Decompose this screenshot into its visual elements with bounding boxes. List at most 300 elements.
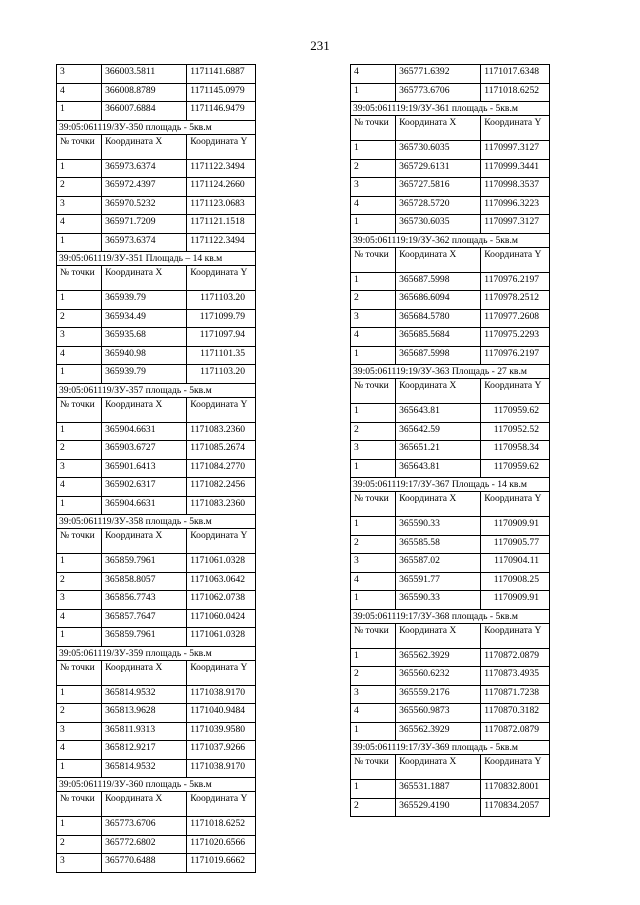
coordinate-x: 365811.9313 [102,722,187,741]
coordinate-y: 1171040.9484 [187,704,256,723]
point-number: 2 [351,798,396,817]
table-row [351,83,550,102]
left-coordinate-column [56,64,256,873]
table-row [351,704,550,723]
point-number: 4 [57,83,102,102]
table-row [57,478,256,497]
point-number: 1 [57,554,102,573]
coordinate-y-header: Координата Y [187,792,256,817]
coordinate-x: 365901.6413 [102,459,187,478]
point-number: 3 [57,196,102,215]
table-row [57,328,256,347]
coordinate-x: 366003.5811 [102,65,187,84]
coordinate-x: 365904.6631 [102,422,187,441]
coordinate-y: 1170996.3223 [481,196,550,215]
point-number: 2 [351,422,396,441]
table-header-row [351,623,550,648]
coordinate-x: 365772.6802 [102,835,187,854]
table-row [351,459,550,478]
coordinate-y: 1171083.2360 [187,422,256,441]
coordinate-y: 1171018.6252 [187,817,256,836]
point-number: 3 [351,685,396,704]
coordinate-x: 365730.6035 [396,141,481,160]
point-number: 4 [57,478,102,497]
coordinate-x: 365773.6706 [396,83,481,102]
point-number: 2 [351,159,396,178]
coordinate-x: 365858.8057 [102,572,187,591]
coordinate-x-header: Координата X [102,792,187,817]
table-row [351,798,550,817]
coordinate-x: 365935.68 [102,328,187,347]
coordinate-y: 1171039.9580 [187,722,256,741]
coordinate-x: 365727.5816 [396,178,481,197]
coordinate-x-header: Координата X [102,134,187,159]
coordinate-x: 365587.02 [396,554,481,573]
table-row [57,854,256,873]
coordinate-x: 365770.6488 [102,854,187,873]
point-number: 1 [351,141,396,160]
coordinate-y-header: Координата Y [187,134,256,159]
coordinate-y-header: Координата Y [481,116,550,141]
coordinate-y: 1171063.0642 [187,572,256,591]
coordinate-x-header: Координата X [396,116,481,141]
point-number: 1 [351,459,396,478]
coordinate-y: 1171145.0979 [187,83,256,102]
coordinate-x: 365591.77 [396,572,481,591]
parcel-title: 39:05:061119/ЗУ-351 Площадь – 14 кв.м [57,252,256,266]
table-row [351,780,550,799]
parcel-title-row [57,515,256,529]
point-number: 4 [57,215,102,234]
table-row [351,196,550,215]
table-header-row [351,755,550,780]
right-coordinate-column [350,64,550,817]
coordinate-x-header: Координата X [396,755,481,780]
point-number: 1 [57,291,102,310]
table-row [351,722,550,741]
coordinate-y: 1170997.3127 [481,215,550,234]
coordinate-x: 365651.21 [396,441,481,460]
point-number: 1 [351,517,396,536]
coordinate-x: 365939.79 [102,291,187,310]
table-row [351,272,550,291]
coordinate-y: 1170909.91 [481,517,550,536]
coordinate-x: 366008.8789 [102,83,187,102]
coordinate-x: 365814.9532 [102,759,187,778]
table-row [57,704,256,723]
coordinate-x: 365585.58 [396,535,481,554]
point-number: 4 [57,609,102,628]
table-header-row [57,134,256,159]
point-number: 1 [57,159,102,178]
table-row [57,422,256,441]
coordinate-y: 1170997.3127 [481,141,550,160]
point-number-header: № точки [57,397,102,422]
coordinate-y: 1170834.2057 [481,798,550,817]
table-row [57,572,256,591]
table-header-row [351,492,550,517]
table-row [57,741,256,760]
coordinate-y: 1171146.9479 [187,102,256,121]
coordinate-x: 365902.6317 [102,478,187,497]
point-number: 1 [57,233,102,252]
table-row [351,328,550,347]
table-row [57,817,256,836]
table-row [57,346,256,365]
point-number: 1 [351,722,396,741]
table-header-row [351,247,550,272]
coordinate-y: 1171103.20 [187,291,256,310]
point-number-header: № точки [351,247,396,272]
point-number: 2 [57,835,102,854]
point-number: 2 [351,291,396,310]
point-number: 1 [57,817,102,836]
coordinate-x: 365562.3929 [396,648,481,667]
point-number: 3 [57,722,102,741]
coordinate-y: 1170958.34 [481,441,550,460]
coordinate-y: 1170909.91 [481,591,550,610]
point-number: 2 [351,535,396,554]
table-row [351,648,550,667]
coordinate-x: 366007.6884 [102,102,187,121]
coordinate-y: 1170952.52 [481,422,550,441]
coordinate-y: 1170873.4935 [481,667,550,686]
point-number-header: № точки [57,660,102,685]
table-header-row [351,116,550,141]
coordinate-y: 1170870.3182 [481,704,550,723]
table-row [351,159,550,178]
coordinate-y: 1171141.6887 [187,65,256,84]
coordinate-y: 1170975.2293 [481,328,550,347]
table-row [57,835,256,854]
point-number: 1 [57,102,102,121]
coordinate-y: 1171084.2770 [187,459,256,478]
coordinate-y: 1171019.6662 [187,854,256,873]
table-row [351,309,550,328]
coordinate-x: 365813.9628 [102,704,187,723]
table-row [351,517,550,536]
coordinate-y: 1170959.62 [481,459,550,478]
coordinate-y-header: Координата Y [187,529,256,554]
coordinate-x: 365590.33 [396,591,481,610]
page-number: 231 [310,38,330,53]
coordinate-y: 1171103.20 [187,365,256,384]
coordinate-x: 365773.6706 [102,817,187,836]
coordinate-x: 365642.59 [396,422,481,441]
table-row [57,591,256,610]
point-number: 2 [57,704,102,723]
coordinate-x: 365686.6094 [396,291,481,310]
table-row [57,722,256,741]
coordinate-x: 365903.6727 [102,441,187,460]
point-number: 4 [351,196,396,215]
coordinate-x: 365973.6374 [102,159,187,178]
point-number: 1 [57,496,102,515]
coordinate-x: 365814.9532 [102,685,187,704]
coordinate-y: 1171121.1518 [187,215,256,234]
point-number: 1 [351,648,396,667]
coordinate-y: 1171017.6348 [481,65,550,84]
coordinate-x: 365859.7961 [102,554,187,573]
table-row [351,422,550,441]
table-row [57,196,256,215]
coordinate-x: 365973.6374 [102,233,187,252]
coordinate-x: 365970.5232 [102,196,187,215]
coordinate-x: 365590.33 [396,517,481,536]
coordinate-y: 1171097.94 [187,328,256,347]
coordinate-y: 1171124.2660 [187,178,256,197]
table-row [57,233,256,252]
table-row [351,591,550,610]
point-number: 3 [57,65,102,84]
coordinate-y: 1171122.3494 [187,159,256,178]
point-number: 3 [351,309,396,328]
table-row [57,441,256,460]
point-number: 2 [57,572,102,591]
coordinate-x: 365560.9873 [396,704,481,723]
point-number-header: № точки [57,529,102,554]
coordinate-y: 1170832.8001 [481,780,550,799]
coordinate-x: 365771.6392 [396,65,481,84]
point-number-header: № точки [351,755,396,780]
coordinate-x: 365531.1887 [396,780,481,799]
parcel-title-row [351,741,550,755]
point-number: 3 [351,554,396,573]
coordinate-x: 365687.5998 [396,272,481,291]
point-number: 3 [351,178,396,197]
coordinate-y: 1170872.0879 [481,722,550,741]
coordinate-y: 1171037.9266 [187,741,256,760]
table-row [57,365,256,384]
point-number: 2 [351,667,396,686]
point-number: 1 [57,759,102,778]
coordinate-y: 1170976.2197 [481,346,550,365]
coordinate-y: 1171061.0328 [187,628,256,647]
coordinate-x: 365729.6131 [396,159,481,178]
coordinate-y: 1170978.2512 [481,291,550,310]
coordinate-x: 365857.7647 [102,609,187,628]
coordinate-y: 1171020.6566 [187,835,256,854]
table-header-row [57,397,256,422]
coordinate-y: 1170959.62 [481,404,550,423]
coordinate-y: 1170998.3537 [481,178,550,197]
coordinate-y: 1171038.9170 [187,685,256,704]
table-row [57,759,256,778]
point-number: 3 [57,459,102,478]
coordinate-x: 365934.49 [102,309,187,328]
point-number: 1 [57,685,102,704]
coordinate-x: 365529.4190 [396,798,481,817]
parcel-title-row [57,120,256,134]
coordinate-y-header: Координата Y [187,266,256,291]
coordinate-y: 1171085.2674 [187,441,256,460]
point-number-header: № точки [351,492,396,517]
point-number: 4 [351,328,396,347]
right-coordinate-table [350,64,550,817]
parcel-title-row [351,233,550,247]
parcel-title-row [351,102,550,116]
parcel-title: 39:05:061119/ЗУ-357 площадь - 5кв.м [57,383,256,397]
table-row [351,667,550,686]
coordinate-y: 1171060.0424 [187,609,256,628]
parcel-title: 39:05:061119:17/ЗУ-368 площадь - 5кв.м [351,609,550,623]
table-row [351,215,550,234]
parcel-title-row [351,609,550,623]
parcel-title-row [351,478,550,492]
parcel-title: 39:05:061119:17/ЗУ-367 Площадь - 14 кв.м [351,478,550,492]
table-row [351,65,550,84]
point-number: 4 [57,741,102,760]
coordinate-x: 365643.81 [396,459,481,478]
coordinate-y: 1170908.25 [481,572,550,591]
point-number: 1 [57,628,102,647]
coordinate-y: 1171082.2456 [187,478,256,497]
table-row [351,346,550,365]
table-row [57,496,256,515]
point-number: 1 [351,346,396,365]
coordinate-y-header: Координата Y [481,247,550,272]
parcel-title: 39:05:061119:19/ЗУ-361 площадь - 5кв.м [351,102,550,116]
coordinate-y: 1170977.2608 [481,309,550,328]
table-row [57,83,256,102]
parcel-title: 39:05:061119:19/ЗУ-363 Площадь - 27 кв.м [351,365,550,379]
coordinate-x: 365904.6631 [102,496,187,515]
point-number: 1 [351,215,396,234]
coordinate-x-header: Координата X [102,266,187,291]
coordinate-y: 1171123.0683 [187,196,256,215]
point-number: 1 [351,272,396,291]
table-row [57,102,256,121]
coordinate-y: 1170904.11 [481,554,550,573]
left-coordinate-table [56,64,256,873]
table-row [351,685,550,704]
point-number: 3 [57,591,102,610]
coordinate-x-header: Координата X [102,529,187,554]
table-header-row [57,266,256,291]
point-number: 1 [57,365,102,384]
coordinate-y: 1171122.3494 [187,233,256,252]
point-number: 1 [351,83,396,102]
parcel-title-row [57,778,256,792]
parcel-title-row [351,365,550,379]
coordinate-x: 365684.5780 [396,309,481,328]
table-row [351,572,550,591]
coordinate-y: 1170905.77 [481,535,550,554]
point-number: 1 [351,404,396,423]
coordinate-y-header: Координата Y [187,660,256,685]
coordinate-x: 365560.6232 [396,667,481,686]
table-row [57,459,256,478]
coordinate-x: 365856.7743 [102,591,187,610]
point-number: 4 [351,572,396,591]
coordinate-y: 1171038.9170 [187,759,256,778]
table-row [57,609,256,628]
coordinate-x: 365940.98 [102,346,187,365]
point-number: 1 [351,591,396,610]
point-number: 3 [57,328,102,347]
coordinate-x: 365685.5684 [396,328,481,347]
coordinate-y: 1170871.7238 [481,685,550,704]
parcel-title-row [57,646,256,660]
point-number-header: № точки [57,134,102,159]
parcel-title: 39:05:061119/ЗУ-358 площадь - 5кв.м [57,515,256,529]
coordinate-y-header: Координата Y [481,623,550,648]
point-number: 2 [57,441,102,460]
point-number: 2 [57,309,102,328]
point-number: 2 [57,178,102,197]
parcel-title: 39:05:061119/ЗУ-359 площадь - 5кв.м [57,646,256,660]
coordinate-x: 365687.5998 [396,346,481,365]
parcel-title-row [57,252,256,266]
table-row [351,554,550,573]
coordinate-y-header: Координата Y [481,379,550,404]
coordinate-y: 1171083.2360 [187,496,256,515]
table-row [351,291,550,310]
table-row [57,159,256,178]
coordinate-y: 1170999.3441 [481,159,550,178]
coordinate-y: 1171101.35 [187,346,256,365]
table-row [351,404,550,423]
table-row [57,291,256,310]
table-header-row [57,660,256,685]
point-number: 1 [57,422,102,441]
coordinate-y: 1171062.0738 [187,591,256,610]
coordinate-x: 365971.7209 [102,215,187,234]
coordinate-x: 365730.6035 [396,215,481,234]
point-number: 4 [57,346,102,365]
parcel-title-row [57,383,256,397]
parcel-title: 39:05:061119/ЗУ-360 площадь - 5кв.м [57,778,256,792]
point-number-header: № точки [351,116,396,141]
point-number: 1 [351,780,396,799]
coordinate-x-header: Координата X [396,247,481,272]
coordinate-y-header: Координата Y [481,755,550,780]
coordinate-x-header: Координата X [396,492,481,517]
coordinate-y: 1170872.0879 [481,648,550,667]
table-row [57,628,256,647]
point-number: 4 [351,704,396,723]
point-number: 3 [57,854,102,873]
point-number-header: № точки [351,379,396,404]
coordinate-x-header: Координата X [396,379,481,404]
coordinate-y-header: Координата Y [481,492,550,517]
parcel-title: 39:05:061119:19/ЗУ-362 площадь - 5кв.м [351,233,550,247]
coordinate-x: 365643.81 [396,404,481,423]
point-number-header: № точки [57,266,102,291]
table-row [351,141,550,160]
point-number-header: № точки [57,792,102,817]
point-number-header: № точки [351,623,396,648]
coordinate-y: 1171061.0328 [187,554,256,573]
coordinate-x: 365559.2176 [396,685,481,704]
coordinate-y-header: Координата Y [187,397,256,422]
coordinate-y: 1170976.2197 [481,272,550,291]
coordinate-x: 365562.3929 [396,722,481,741]
table-row [57,215,256,234]
coordinate-x: 365939.79 [102,365,187,384]
coordinate-x-header: Координата X [102,397,187,422]
parcel-title: 39:05:061119/ЗУ-350 площадь - 5кв.м [57,120,256,134]
coordinate-y: 1171018.6252 [481,83,550,102]
table-row [57,309,256,328]
table-row [57,178,256,197]
table-header-row [351,379,550,404]
coordinate-x: 365728.5720 [396,196,481,215]
table-row [57,65,256,84]
coordinate-y: 1171099.79 [187,309,256,328]
point-number: 4 [351,65,396,84]
table-row [57,554,256,573]
